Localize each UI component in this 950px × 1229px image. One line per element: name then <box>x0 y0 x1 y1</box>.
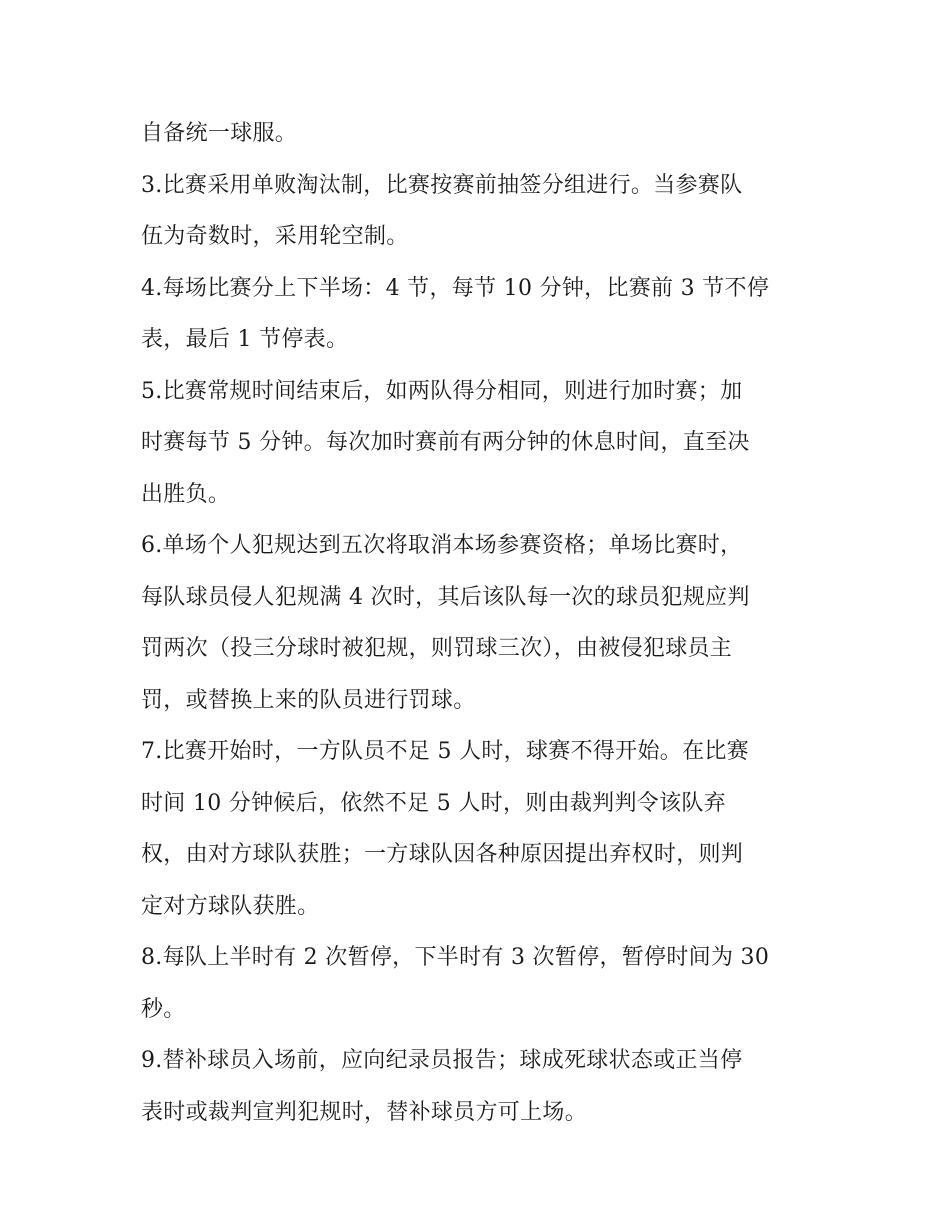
text-line-rule-8: 8.每队上半时有 2 次暂停，下半时有 3 次暂停，暂停时间为 30 <box>141 945 770 970</box>
text-line: 权，由对方球队获胜；一方球队因各种原因提出弃权时，则判 <box>141 842 744 867</box>
text-line-continuation: 自备统一球服。 <box>141 121 298 146</box>
text-line-rule-3: 3.比赛采用单败淘汰制，比赛按赛前抽签分组进行。当参赛队 <box>141 172 743 198</box>
text-line-rule-4: 4.每场比赛分上下半场：4 节，每节 10 分钟，比赛前 3 节不停 <box>141 275 770 301</box>
text-line-rule-6: 6.单场个人犯规达到五次将取消本场参赛资格；单场比赛时， <box>141 533 743 558</box>
text-line: 每队球员侵人犯规满 4 次时，其后该队每一次的球员犯规应判 <box>141 584 750 610</box>
text-line: 罚，或替换上来的队员进行罚球。 <box>141 687 476 713</box>
document-body <box>141 108 813 1138</box>
text-line: 伍为奇数时，采用轮空制。 <box>141 224 409 249</box>
text-line: 表，最后 1 节停表。 <box>141 327 349 352</box>
text-line-rule-7: 7.比赛开始时，一方队员不足 5 人时，球赛不得开始。在比赛 <box>141 739 749 764</box>
text-line: 秒。 <box>141 996 186 1022</box>
text-line: 出胜负。 <box>141 481 231 507</box>
text-line: 定对方球队获胜。 <box>141 893 320 919</box>
text-line: 表时或裁判宣判犯规时，替补球员方可上场。 <box>141 1099 588 1125</box>
text-line: 时赛每节 5 分钟。每次加时赛前有两分钟的休息时间，直至决 <box>141 430 750 455</box>
text-line: 罚两次（投三分球时被犯规，则罚球三次），由被侵犯球员主 <box>141 636 733 661</box>
text-line-rule-5: 5.比赛常规时间结束后，如两队得分相同，则进行加时赛；加 <box>141 378 743 404</box>
text-line: 时间 10 分钟候后，依然不足 5 人时，则由裁判判令该队弃 <box>141 790 726 816</box>
text-line-rule-9: 9.替补球员入场前，应向纪录员报告；球成死球状态或正当停 <box>141 1048 743 1073</box>
